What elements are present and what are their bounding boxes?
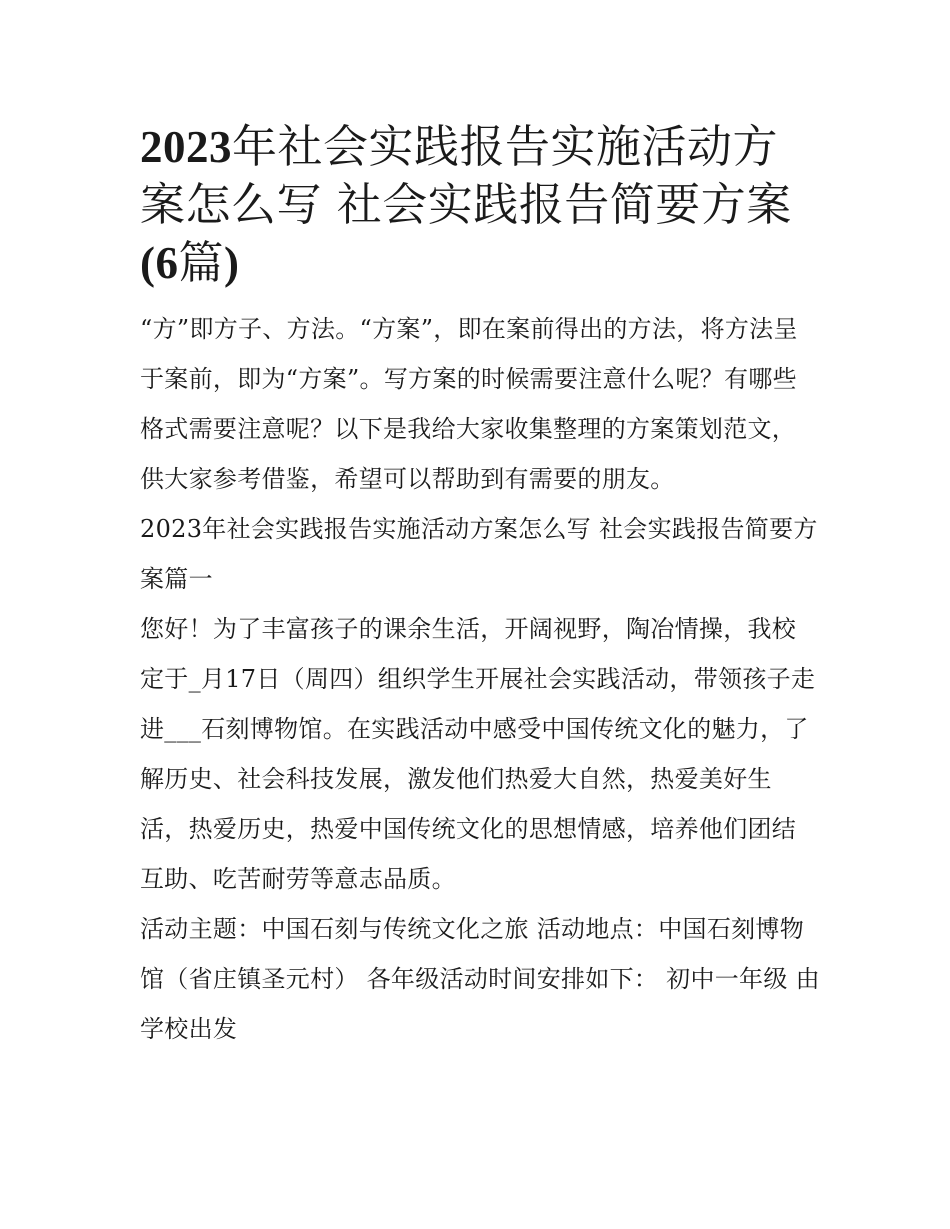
document-body [140, 304, 820, 1054]
title-main: 年社会实践报告实施活动方案怎么写 社会实践报告简要方案 [140, 120, 792, 231]
title-count-close: ) [224, 238, 240, 288]
letter-paragraph: 您好！为了丰富孩子的课余生活，开阔视野，陶冶情操，我校定于_月17日（周四）组织学生开展社会实践活动，带领孩子走进___石刻博物馆。在实践活动中感受中国传统文化的魅力，了解历史、社会科技发展，激发他们热爱大自然，热爱美好生活，热爱历史，热爱中国传统文化的思想情感，培养他们团结互助、吃苦耐劳等意志品质。 [140, 615, 816, 893]
section-heading: 2023年社会实践报告实施活动方案怎么写 社会实践报告简要方案篇一 [140, 515, 818, 593]
document-title [140, 118, 820, 292]
title-count-open: (6 [140, 238, 179, 288]
intro-paragraph: “方”即方子、方法。“方案”，即在案前得出的方法，将方法呈于案前，即为“方案”。写方案的时候需要注意什么呢？有哪些格式需要注意呢？以下是我给大家收集整理的方案策划范文，供大家参考借鉴，希望可以帮助到有需要的朋友。 [140, 315, 798, 493]
title-year: 2023 [140, 122, 232, 172]
title-count-word: 篇 [178, 236, 225, 289]
activity-details-paragraph: 活动主题：中国石刻与传统文化之旅 活动地点：中国石刻博物馆（省庄镇圣元村） 各年级活动时间安排如下： 初中一年级 由学校出发 [140, 915, 820, 1043]
document-page [140, 118, 820, 1054]
